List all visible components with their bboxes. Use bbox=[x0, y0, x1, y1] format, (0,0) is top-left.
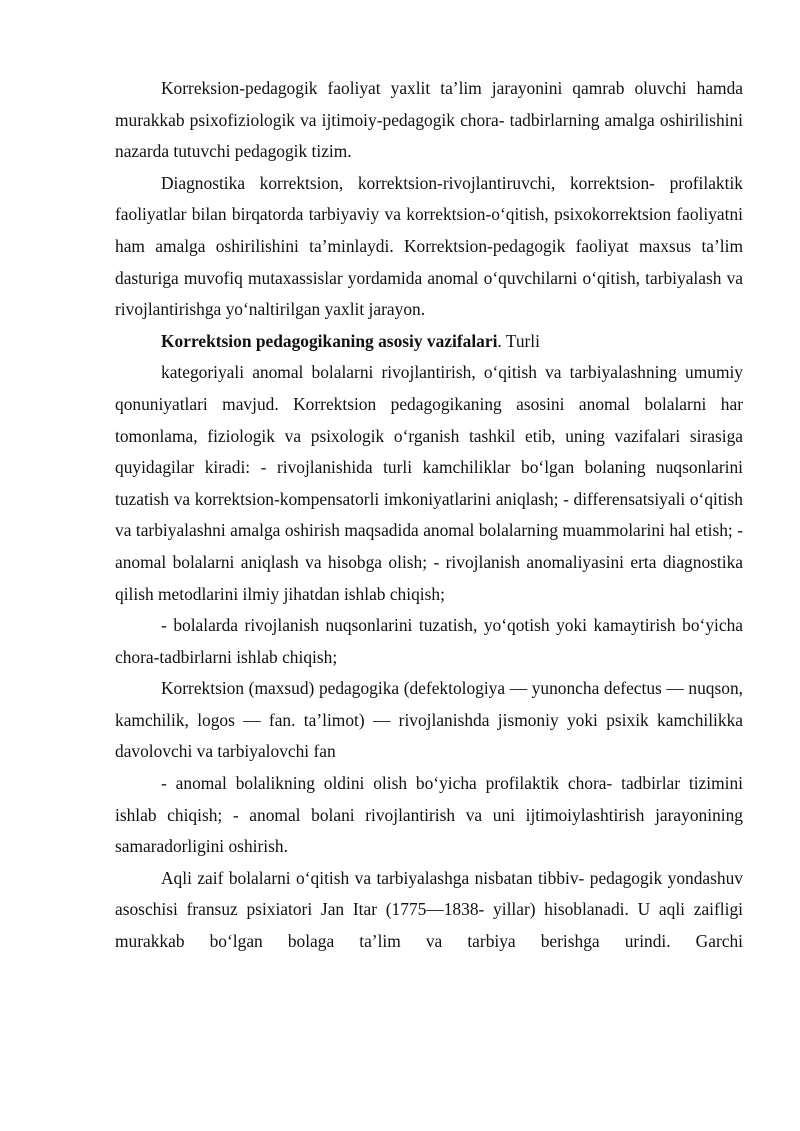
section-heading-tail: . Turli bbox=[497, 330, 540, 351]
paragraph-5: - bolalarda rivojlanish nuqsonlarini tuzatish, yo‘qotish yoki kamaytirish bo‘yicha chora-tadbirlarni ishlab chiqish; bbox=[115, 615, 743, 667]
paragraph-3-heading bbox=[115, 326, 743, 358]
paragraph-2: Diagnostika korrektsion, korrektsion-rivojlantiruvchi, korrektsion- profilaktik faoliyatlar bilan birqatorda tarbiyaviy va korrektsion-o‘qitish, psixokorrektsion faoliyatni ham amalga oshirilishini ta’minlaydi. Korrektsion-pedagogik faoliyat maxsus ta’lim dasturiga muvofiq mutaxassislar yordamida anomal o‘quvchilarni o‘qitish, tarbiyalash va rivojlantirishga yo‘naltirilgan yaxlit jarayon. bbox=[115, 172, 743, 320]
paragraph-6: Korrektsion (maxsud) pedagogika (defektologiya — yunoncha defectus — nuqson, kamchilik, logos — fan. ta’limot) — rivojlanishda jismoniy yoki psixik kamchilikka davolovchi va tarbiyalovchi fan bbox=[115, 678, 743, 762]
section-heading: Korrektsion pedagogikaning asosiy vazifalari bbox=[161, 330, 498, 351]
paragraph-4: kategoriyali anomal bolalarni rivojlantirish, o‘qitish va tarbiyalashning umumiy qonuniyatlari mavjud. Korrektsion pedagogikaning asosini anomal bolalarni har tomonlama, fiziologik va psixologik o‘rganish tashkil etib, uning vazifalari sirasiga quyidagilar kiradi: - rivojlanishida turli kamchiliklar bo‘lgan bolaning nuqsonlarini tuzatish va korrektsion-kompensatorli imkoniyatlarini aniqlash; - differensatsiyali o‘qitish va tarbiyalashni amalga oshirish maqsadida anomal bolalarning muammolarini hal etish; - anomal bolalarni aniqlash va hisobga olish; - rivojlanish anomaliyasini erta diagnostika qilish metodlarini ilmiy jihatdan ishlab chiqish; bbox=[115, 362, 743, 604]
paragraph-7: - anomal bolalikning oldini olish bo‘yicha profilaktik chora- tadbirlar tizimini ishlab chiqish; - anomal bolani rivojlantirish va uni ijtimoiylashtirish jarayonining samaradorligini oshirish. bbox=[115, 773, 743, 857]
paragraph-8: Aqli zaif bolalarni o‘qitish va tarbiyalashga nisbatan tibbiv- pedagogik yondashuv asoschisi fransuz psixiatori Jan Itar (1775—1838- yillar) hisoblanadi. U aqli zaifligi murakkab bo‘lgan bolaga ta’lim va tarbiya berishga urindi. Garchi bbox=[115, 867, 743, 952]
paragraph-1: Korreksion-pedagogik faoliyat yaxlit ta’lim jarayonini qamrab oluvchi hamda murakkab psixofiziologik va ijtimoiy-pedagogik chora- tadbirlarning amalga oshirilishini nazarda tutuvchi pedagogik tizim. bbox=[115, 78, 743, 162]
